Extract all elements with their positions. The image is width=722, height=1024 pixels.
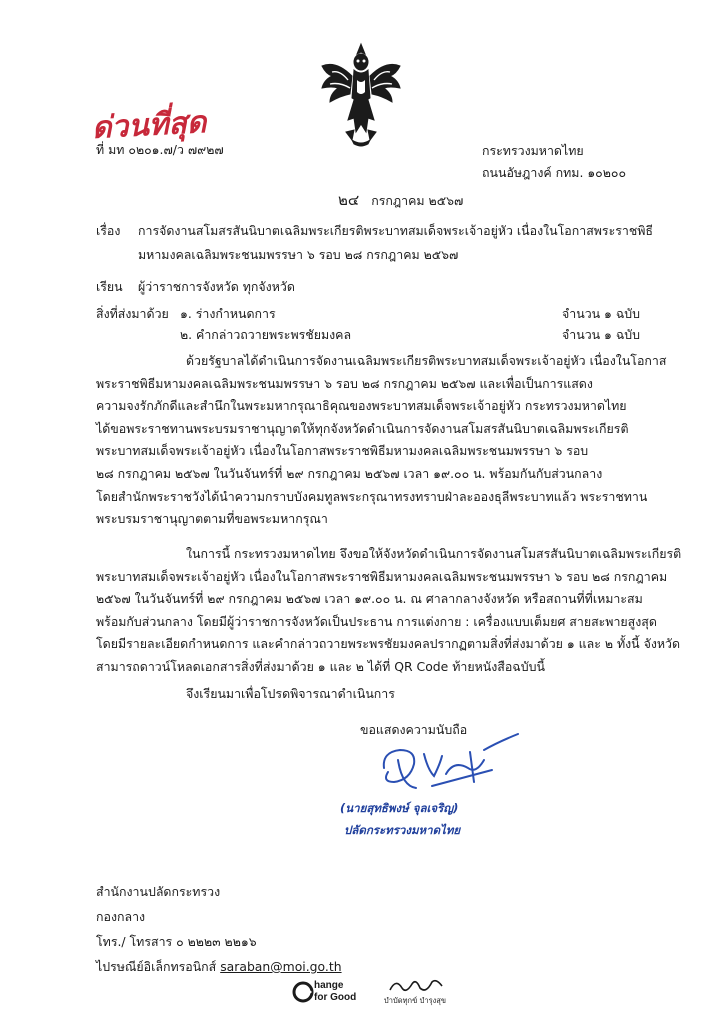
- enclosure-item-1: ๑. ร่างกำหนดการ: [180, 306, 276, 321]
- paragraph-line: ความจงรักภักดีและสำนึกในพระมหากรุณาธิคุณของพระบาทสมเด็จพระเจ้าอยู่หัว กระทรวงมหาดไทย: [96, 398, 627, 414]
- bamrung-sukh-logo: [380, 976, 460, 1010]
- body-paragraph-1: [96, 350, 667, 531]
- paragraph-line: พระบาทสมเด็จพระเจ้าอยู่หัว เนื่องในโอกาสพระราชพิธีมหามงคลเฉลิมพระชนมพรรษา ๖ รอบ: [96, 443, 589, 459]
- footer-division: กองกลาง: [96, 909, 146, 924]
- paragraph-line: พร้อมกับส่วนกลาง โดยมีผู้ว่าราชการจังหวัดเป็นประธาน การแต่งกาย : เครื่องแบบเต็มยศ สายสะพายสูงสุด: [96, 613, 657, 629]
- paragraph-line: ๒๕๖๗ ในวันจันทร์ที่ ๒๙ กรกฎาคม ๒๕๖๗ เวลา ๑๙.๐๐ น. ณ ศาลากลางจังหวัด หรือสถานที่ที่เหมาะสม: [96, 591, 643, 607]
- handwritten-signature: [372, 730, 530, 796]
- footer-phone: โทร./ โทรสาร ๐ ๒๒๒๓ ๒๒๑๖: [96, 934, 257, 949]
- salutation: ขอแสดงความนับถือ: [360, 722, 468, 737]
- paragraph-line: พระราชพิธีมหามงคลเฉลิมพระชนมพรรษา ๖ รอบ ๒๘ กรกฎาคม ๒๕๖๗ และเพื่อเป็นการแสดง: [96, 375, 593, 391]
- bamrung-sukh-text: บำบัดทุกข์ บำรุงสุข: [384, 996, 446, 1005]
- change-for-good-top-text: hange: [314, 980, 344, 991]
- signer-name: (นายสุทธิพงษ์ จุลเจริญ): [340, 801, 459, 815]
- signer-title: ปลัดกระทรวงมหาดไทย: [344, 823, 461, 837]
- bamrung-sukh-script-icon: [386, 976, 446, 996]
- change-for-good-logo: [292, 977, 372, 1007]
- urgent-stamp: ด่วนที่สุด: [91, 105, 208, 146]
- paragraph-line: โดยสำนักพระราชวังได้นำความกราบบังคมทูลพระกรุณาทรงทราบฝ่าละอองธุลีพระบาทแล้ว พระราชทาน: [96, 488, 648, 504]
- enclosure-qty-2: จำนวน ๑ ฉบับ: [562, 327, 641, 342]
- body-paragraph-2: [96, 543, 682, 679]
- subject-label: เรื่อง: [96, 223, 121, 238]
- letter-date: [338, 192, 463, 209]
- change-for-good-icon: [292, 981, 314, 1003]
- enclosures-label: สิ่งที่ส่งมาด้วย: [96, 306, 169, 321]
- footer-office: สำนักงานปลัดกระทรวง: [96, 884, 221, 899]
- enclosure-item-2: ๒. คำกล่าวถวายพระพรชัยมงคล: [180, 327, 352, 342]
- paragraph-line: ในการนี้ กระทรวงมหาดไทย จึงขอให้จังหวัดดำเนินการจัดงานสโมสรสันนิบาตเฉลิมพระเกียรติ: [186, 546, 682, 561]
- recipient: ผู้ว่าราชการจังหวัด ทุกจังหวัด: [138, 279, 295, 294]
- paragraph-line: ด้วยรัฐบาลได้ดำเนินการจัดงานเฉลิมพระเกียรติพระบาทสมเด็จพระเจ้าอยู่หัว เนื่องในโอกาส: [186, 353, 667, 368]
- paragraph-line: โดยมีรายละเอียดกำหนดการ และคำกล่าวถวายพระพรชัยมงคลปรากฏตามสิ่งที่ส่งมาด้วย ๑ และ ๒ ทั้งนี้ จังหวัด: [96, 636, 681, 652]
- subject-line-1: การจัดงานสโมสรสันนิบาตเฉลิมพระเกียรติพระบาทสมเด็จพระเจ้าอยู่หัว เนื่องในโอกาสพระราชพิธี: [138, 223, 653, 238]
- paragraph-line: ได้ขอพระราชทานพระบรมราชานุญาตให้ทุกจังหวัดดำเนินการจัดงานสโมสรสันนิบาตเฉลิมพระเกียรติ: [96, 420, 629, 436]
- paragraph-line: ๒๘ กรกฎาคม ๒๕๖๗ ในวันจันทร์ที่ ๒๙ กรกฎาคม ๒๕๖๗ เวลา ๑๙.๐๐ น. พร้อมกันกับส่วนกลาง: [96, 465, 603, 481]
- closing-request: จึงเรียนมาเพื่อโปรดพิจารณาดำเนินการ: [186, 686, 395, 701]
- garuda-emblem-icon: [318, 40, 404, 148]
- footer-email-link[interactable]: saraban@moi.go.th: [220, 959, 342, 974]
- change-for-good-bottom-text: for Good: [314, 992, 357, 1003]
- paragraph-line: พระบาทสมเด็จพระเจ้าอยู่หัว เนื่องในโอกาสพระราชพิธีมหามงคลเฉลิมพระชนมพรรษา ๖ รอบ ๒๘ กรกฎาคม: [96, 568, 668, 584]
- document-number: ที่ มท ๐๒๐๑.๗/ว ๗๙๒๗: [96, 142, 224, 157]
- paragraph-line: พระบรมราชานุญาตตามที่ขอพระมหากรุณา: [96, 511, 328, 527]
- date-month-year: กรกฎาคม ๒๕๖๗: [371, 193, 464, 208]
- ministry-name: กระทรวงมหาดไทย: [482, 143, 584, 158]
- enclosure-qty-1: จำนวน ๑ ฉบับ: [562, 306, 641, 321]
- footer-email-label: ไปรษณีย์อิเล็กทรอนิกส์: [96, 959, 217, 974]
- paragraph-line: สามารถดาวน์โหลดเอกสารสิ่งที่ส่งมาด้วย ๑ และ ๒ ได้ที่ QR Code ท้ายหนังสือฉบับนี้: [96, 658, 545, 674]
- date-day: ๒๔: [338, 191, 360, 209]
- ministry-address: ถนนอัษฎางค์ กทม. ๑๐๒๐๐: [482, 165, 627, 180]
- subject-line-2: มหามงคลเฉลิมพระชนมพรรษา ๖ รอบ ๒๘ กรกฎาคม ๒๕๖๗: [138, 247, 459, 262]
- footer-email-line: [96, 954, 342, 979]
- recipient-label: เรียน: [96, 279, 123, 294]
